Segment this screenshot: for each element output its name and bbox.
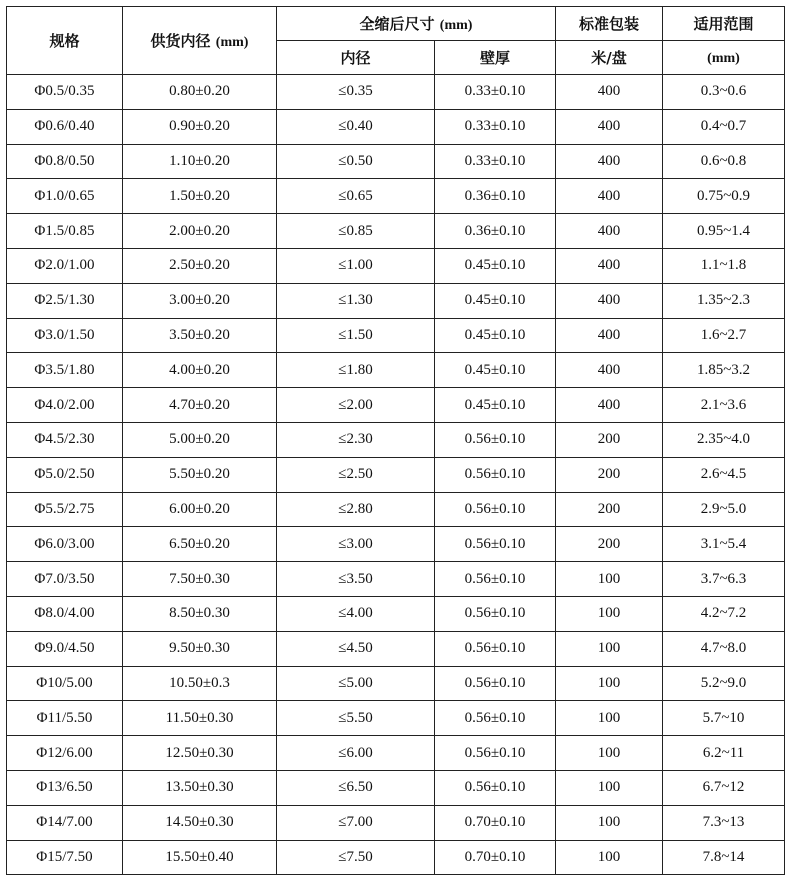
supply-inner-diameter-cell: 10.50±0.3 [123, 666, 277, 701]
spec-cell: Φ0.5/0.35 [7, 75, 123, 110]
applicable-range-cell: 2.1~3.6 [663, 388, 785, 423]
wall-thickness-cell: 0.36±0.10 [435, 179, 556, 214]
applicable-range-cell: 4.7~8.0 [663, 631, 785, 666]
wall-thickness-cell: 0.56±0.10 [435, 492, 556, 527]
spec-cell: Φ15/7.50 [7, 840, 123, 875]
spec-cell: Φ9.0/4.50 [7, 631, 123, 666]
applicable-range-cell: 0.3~0.6 [663, 75, 785, 110]
package-length-cell: 400 [556, 179, 663, 214]
applicable-range-cell: 2.9~5.0 [663, 492, 785, 527]
wall-thickness-cell: 0.33±0.10 [435, 75, 556, 110]
wall-thickness-cell: 0.45±0.10 [435, 388, 556, 423]
supply-inner-diameter-cell: 14.50±0.30 [123, 805, 277, 840]
shrunk-inner-diameter-cell: ≤1.50 [277, 318, 435, 353]
table-row [7, 840, 785, 875]
wall-thickness-cell: 0.70±0.10 [435, 805, 556, 840]
header-spec: 规格 [7, 7, 123, 75]
spec-cell: Φ5.5/2.75 [7, 492, 123, 527]
shrunk-inner-diameter-cell: ≤7.50 [277, 840, 435, 875]
wall-thickness-cell: 0.45±0.10 [435, 353, 556, 388]
table-header [7, 7, 785, 75]
package-length-cell: 200 [556, 527, 663, 562]
spec-cell: Φ0.8/0.50 [7, 144, 123, 179]
package-length-cell: 100 [556, 805, 663, 840]
header-package-unit: 米/盘 [556, 41, 663, 75]
supply-inner-diameter-cell: 7.50±0.30 [123, 562, 277, 597]
table-row [7, 75, 785, 110]
shrunk-inner-diameter-cell: ≤1.00 [277, 248, 435, 283]
supply-inner-diameter-cell: 9.50±0.30 [123, 631, 277, 666]
applicable-range-cell: 7.3~13 [663, 805, 785, 840]
package-length-cell: 400 [556, 353, 663, 388]
shrunk-inner-diameter-cell: ≤2.80 [277, 492, 435, 527]
applicable-range-cell: 0.95~1.4 [663, 214, 785, 249]
header-inner-diameter: 内径 [277, 41, 435, 75]
table-row [7, 701, 785, 736]
table-row [7, 318, 785, 353]
supply-inner-diameter-cell: 11.50±0.30 [123, 701, 277, 736]
table-row [7, 179, 785, 214]
spec-cell: Φ4.5/2.30 [7, 422, 123, 457]
spec-table [6, 6, 785, 875]
wall-thickness-cell: 0.45±0.10 [435, 283, 556, 318]
spec-cell: Φ3.0/1.50 [7, 318, 123, 353]
applicable-range-cell: 5.7~10 [663, 701, 785, 736]
supply-inner-diameter-cell: 4.00±0.20 [123, 353, 277, 388]
package-length-cell: 400 [556, 214, 663, 249]
supply-inner-diameter-cell: 5.00±0.20 [123, 422, 277, 457]
wall-thickness-cell: 0.56±0.10 [435, 701, 556, 736]
package-length-cell: 400 [556, 75, 663, 110]
package-length-cell: 400 [556, 283, 663, 318]
table-row [7, 492, 785, 527]
wall-thickness-cell: 0.45±0.10 [435, 318, 556, 353]
package-length-cell: 400 [556, 109, 663, 144]
header-applicable-range: 适用范围 [663, 7, 785, 41]
shrunk-inner-diameter-cell: ≤3.00 [277, 527, 435, 562]
table-row [7, 457, 785, 492]
table-row [7, 283, 785, 318]
package-length-cell: 400 [556, 388, 663, 423]
table-row [7, 248, 785, 283]
spec-cell: Φ3.5/1.80 [7, 353, 123, 388]
applicable-range-cell: 3.1~5.4 [663, 527, 785, 562]
table-body [7, 75, 785, 875]
supply-inner-diameter-cell: 4.70±0.20 [123, 388, 277, 423]
shrunk-inner-diameter-cell: ≤4.00 [277, 596, 435, 631]
wall-thickness-cell: 0.56±0.10 [435, 422, 556, 457]
table-row [7, 144, 785, 179]
supply-inner-diameter-cell: 6.50±0.20 [123, 527, 277, 562]
package-length-cell: 100 [556, 736, 663, 771]
spec-cell: Φ4.0/2.00 [7, 388, 123, 423]
table-row [7, 770, 785, 805]
shrunk-inner-diameter-cell: ≤1.30 [277, 283, 435, 318]
supply-inner-diameter-cell: 15.50±0.40 [123, 840, 277, 875]
applicable-range-cell: 6.2~11 [663, 736, 785, 771]
shrunk-inner-diameter-cell: ≤7.00 [277, 805, 435, 840]
shrunk-inner-diameter-cell: ≤5.50 [277, 701, 435, 736]
package-length-cell: 100 [556, 840, 663, 875]
supply-inner-diameter-cell: 3.50±0.20 [123, 318, 277, 353]
supply-inner-diameter-cell: 1.50±0.20 [123, 179, 277, 214]
wall-thickness-cell: 0.56±0.10 [435, 527, 556, 562]
applicable-range-cell: 0.75~0.9 [663, 179, 785, 214]
package-length-cell: 100 [556, 596, 663, 631]
supply-inner-diameter-cell: 2.50±0.20 [123, 248, 277, 283]
supply-inner-diameter-cell: 2.00±0.20 [123, 214, 277, 249]
wall-thickness-cell: 0.56±0.10 [435, 457, 556, 492]
applicable-range-cell: 1.6~2.7 [663, 318, 785, 353]
shrunk-inner-diameter-cell: ≤2.30 [277, 422, 435, 457]
spec-cell: Φ2.5/1.30 [7, 283, 123, 318]
wall-thickness-cell: 0.36±0.10 [435, 214, 556, 249]
shrunk-inner-diameter-cell: ≤5.00 [277, 666, 435, 701]
table-row [7, 562, 785, 597]
spec-cell: Φ13/6.50 [7, 770, 123, 805]
table-row [7, 388, 785, 423]
shrunk-inner-diameter-cell: ≤0.85 [277, 214, 435, 249]
applicable-range-cell: 1.35~2.3 [663, 283, 785, 318]
package-length-cell: 200 [556, 492, 663, 527]
spec-cell: Φ7.0/3.50 [7, 562, 123, 597]
shrunk-inner-diameter-cell: ≤0.65 [277, 179, 435, 214]
header-wall-thickness: 壁厚 [435, 41, 556, 75]
applicable-range-cell: 0.6~0.8 [663, 144, 785, 179]
spec-cell: Φ14/7.00 [7, 805, 123, 840]
table-row [7, 736, 785, 771]
applicable-range-cell: 2.35~4.0 [663, 422, 785, 457]
applicable-range-cell: 1.1~1.8 [663, 248, 785, 283]
wall-thickness-cell: 0.56±0.10 [435, 770, 556, 805]
table-row [7, 596, 785, 631]
applicable-range-cell: 0.4~0.7 [663, 109, 785, 144]
spec-cell: Φ0.6/0.40 [7, 109, 123, 144]
supply-inner-diameter-cell: 0.90±0.20 [123, 109, 277, 144]
shrunk-inner-diameter-cell: ≤0.35 [277, 75, 435, 110]
table-row [7, 631, 785, 666]
shrunk-inner-diameter-cell: ≤0.40 [277, 109, 435, 144]
table-row [7, 666, 785, 701]
spec-cell: Φ10/5.00 [7, 666, 123, 701]
applicable-range-cell: 5.2~9.0 [663, 666, 785, 701]
wall-thickness-cell: 0.56±0.10 [435, 562, 556, 597]
wall-thickness-cell: 0.56±0.10 [435, 736, 556, 771]
table-row [7, 109, 785, 144]
shrunk-inner-diameter-cell: ≤0.50 [277, 144, 435, 179]
wall-thickness-cell: 0.56±0.10 [435, 666, 556, 701]
package-length-cell: 100 [556, 701, 663, 736]
package-length-cell: 400 [556, 318, 663, 353]
header-shrunk-size: 全缩后尺寸 (mm) [277, 7, 556, 41]
package-length-cell: 200 [556, 457, 663, 492]
wall-thickness-cell: 0.33±0.10 [435, 109, 556, 144]
supply-inner-diameter-cell: 13.50±0.30 [123, 770, 277, 805]
table-row [7, 214, 785, 249]
supply-inner-diameter-cell: 8.50±0.30 [123, 596, 277, 631]
table-row [7, 353, 785, 388]
wall-thickness-cell: 0.45±0.10 [435, 248, 556, 283]
spec-cell: Φ12/6.00 [7, 736, 123, 771]
supply-inner-diameter-cell: 12.50±0.30 [123, 736, 277, 771]
spec-cell: Φ2.0/1.00 [7, 248, 123, 283]
shrunk-inner-diameter-cell: ≤3.50 [277, 562, 435, 597]
table-row [7, 422, 785, 457]
shrunk-inner-diameter-cell: ≤6.00 [277, 736, 435, 771]
package-length-cell: 100 [556, 631, 663, 666]
applicable-range-cell: 2.6~4.5 [663, 457, 785, 492]
package-length-cell: 400 [556, 248, 663, 283]
supply-inner-diameter-cell: 0.80±0.20 [123, 75, 277, 110]
applicable-range-cell: 6.7~12 [663, 770, 785, 805]
wall-thickness-cell: 0.56±0.10 [435, 596, 556, 631]
spec-cell: Φ11/5.50 [7, 701, 123, 736]
supply-inner-diameter-cell: 1.10±0.20 [123, 144, 277, 179]
supply-inner-diameter-cell: 6.00±0.20 [123, 492, 277, 527]
package-length-cell: 200 [556, 422, 663, 457]
supply-inner-diameter-cell: 3.00±0.20 [123, 283, 277, 318]
spec-cell: Φ1.0/0.65 [7, 179, 123, 214]
applicable-range-cell: 3.7~6.3 [663, 562, 785, 597]
spec-cell: Φ8.0/4.00 [7, 596, 123, 631]
package-length-cell: 100 [556, 666, 663, 701]
wall-thickness-cell: 0.33±0.10 [435, 144, 556, 179]
spec-cell: Φ1.5/0.85 [7, 214, 123, 249]
shrunk-inner-diameter-cell: ≤2.00 [277, 388, 435, 423]
applicable-range-cell: 7.8~14 [663, 840, 785, 875]
shrunk-inner-diameter-cell: ≤1.80 [277, 353, 435, 388]
header-standard-package: 标准包装 [556, 7, 663, 41]
shrunk-inner-diameter-cell: ≤2.50 [277, 457, 435, 492]
wall-thickness-cell: 0.70±0.10 [435, 840, 556, 875]
applicable-range-cell: 4.2~7.2 [663, 596, 785, 631]
package-length-cell: 100 [556, 770, 663, 805]
package-length-cell: 400 [556, 144, 663, 179]
header-supply-inner-diameter: 供货内径 (mm) [123, 7, 277, 75]
table-row [7, 527, 785, 562]
spec-cell: Φ6.0/3.00 [7, 527, 123, 562]
table-row [7, 805, 785, 840]
package-length-cell: 100 [556, 562, 663, 597]
applicable-range-cell: 1.85~3.2 [663, 353, 785, 388]
header-range-unit: (mm) [663, 41, 785, 75]
spec-cell: Φ5.0/2.50 [7, 457, 123, 492]
shrunk-inner-diameter-cell: ≤6.50 [277, 770, 435, 805]
supply-inner-diameter-cell: 5.50±0.20 [123, 457, 277, 492]
shrunk-inner-diameter-cell: ≤4.50 [277, 631, 435, 666]
wall-thickness-cell: 0.56±0.10 [435, 631, 556, 666]
